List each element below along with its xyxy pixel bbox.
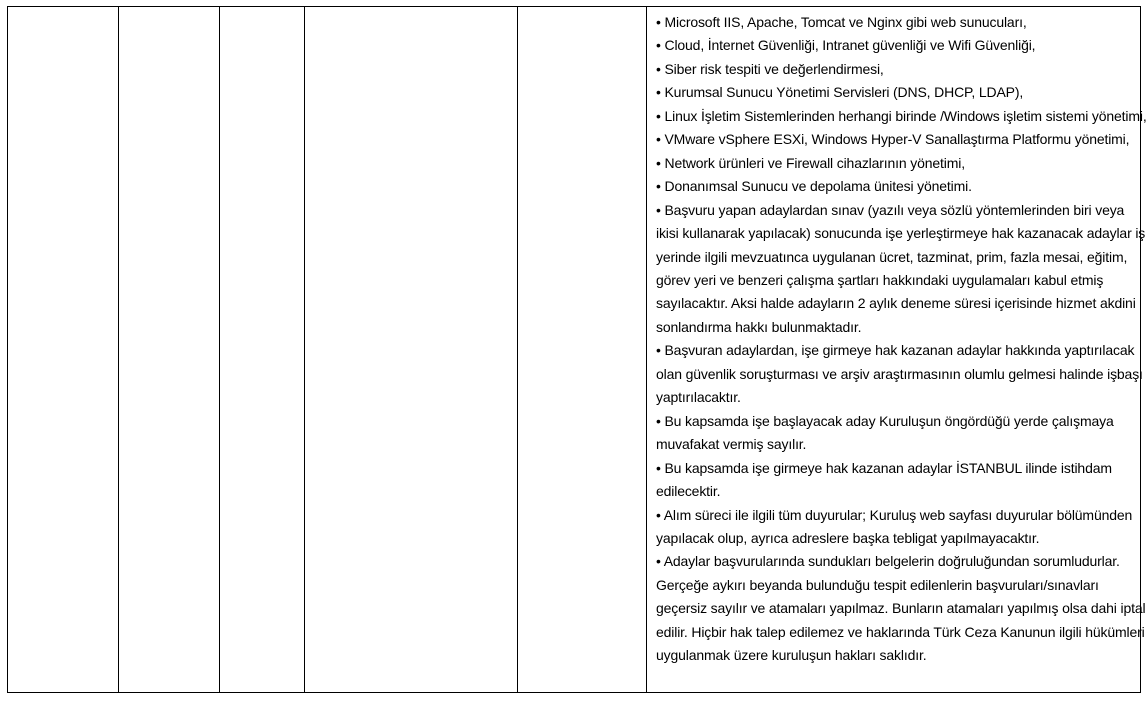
text-line: • Linux İşletim Sistemlerinden herhangi birinde /Windows işletim sistemi yönetimi, xyxy=(656,107,1147,124)
text-line: sonlandırma hakkı bulunmaktadır. xyxy=(656,318,862,335)
text-line: geçersiz sayılır ve atamaları yapılmaz. Bunların atamaları yapılmış olsa dahi iptal xyxy=(656,600,1146,617)
empty-cell-1 xyxy=(8,7,119,693)
text-line: • Donanımsal Sunucu ve depolama ünitesi yönetimi. xyxy=(656,178,972,195)
text-line: olan güvenlik soruşturması ve arşiv araştırmasının olumlu gelmesi halinde işbaşı xyxy=(656,365,1143,382)
empty-cell-5 xyxy=(518,7,647,693)
text-line: edilecektir. xyxy=(656,483,721,500)
empty-cell-3 xyxy=(220,7,305,693)
requirements-table xyxy=(7,6,1147,693)
text-line: • Alım süreci ile ilgili tüm duyurular; Kuruluş web sayfası duyurular bölümünden xyxy=(656,506,1133,523)
text-line: • Başvuran adaylardan, işe girmeye hak kazanan adaylar hakkında yaptırılacak xyxy=(656,342,1135,359)
text-line: yapılacak olup, ayrıca adreslere başka tebligat yapılmayacaktır. xyxy=(656,529,1040,546)
text-line: • Kurumsal Sunucu Yönetimi Servisleri (DNS, DHCP, LDAP), xyxy=(656,84,1024,101)
table-row xyxy=(8,7,1141,693)
text-line: sayılacaktır. Aksi halde adayların 2 aylık deneme süresi içerisinde hizmet akdini xyxy=(656,295,1136,312)
text-line: ikisi kullanarak yapılacak) sonucunda işe yerleştirmeye hak kazanacak adaylar iş xyxy=(656,225,1146,242)
text-line: muvafakat vermiş sayılır. xyxy=(656,436,807,453)
text-line: görev yeri ve benzeri çalışma şartları hakkındaki uygulamaları kabul etmiş xyxy=(656,271,1104,288)
text-line: uygulanmak üzere kuruluşun hakları saklıdır. xyxy=(656,647,927,664)
text-line: Gerçeğe aykırı beyanda bulunduğu tespit edilenlerin başvuruları/sınavları xyxy=(656,576,1099,593)
text-line: • Bu kapsamda işe başlayacak aday Kuruluşun öngördüğü yerde çalışmaya xyxy=(656,412,1114,429)
text-line: • Microsoft IIS, Apache, Tomcat ve Nginx gibi web sunucuları, xyxy=(656,14,1027,30)
text-line: • Başvuru yapan adaylardan sınav (yazılı veya sözlü yöntemlerinden biri veya xyxy=(656,201,1125,218)
empty-cell-4 xyxy=(305,7,518,693)
text-line: • VMware vSphere ESXi, Windows Hyper-V Sanallaştırma Platformu yönetimi, xyxy=(656,131,1130,148)
text-line: yaptırılacaktır. xyxy=(656,389,741,406)
text-line: • Bu kapsamda işe girmeye hak kazanan adaylar İSTANBUL ilinde istihdam xyxy=(656,459,1112,476)
text-line: • Cloud, İnternet Güvenliği, Intranet güvenliği ve Wifi Güvenliği, xyxy=(656,37,1036,54)
text-line: • Network ürünleri ve Firewall cihazlarının yönetimi, xyxy=(656,154,965,171)
text-line: • Adaylar başvurularında sundukları belgelerin doğruluğundan sorumludurlar. xyxy=(656,553,1120,570)
requirements-cell xyxy=(647,7,1147,693)
text-line: yerinde ilgili mevzuatınca uygulanan ücret, tazminat, prim, fazla mesai, eğitim, xyxy=(656,248,1128,265)
text-line: edilir. Hiçbir hak talep edilemez ve haklarında Türk Ceza Kanunun ilgili hükümleri xyxy=(656,623,1145,640)
requirements-text xyxy=(647,7,1147,668)
text-line: • Siber risk tespiti ve değerlendirmesi, xyxy=(656,60,884,77)
empty-cell-2 xyxy=(119,7,220,693)
